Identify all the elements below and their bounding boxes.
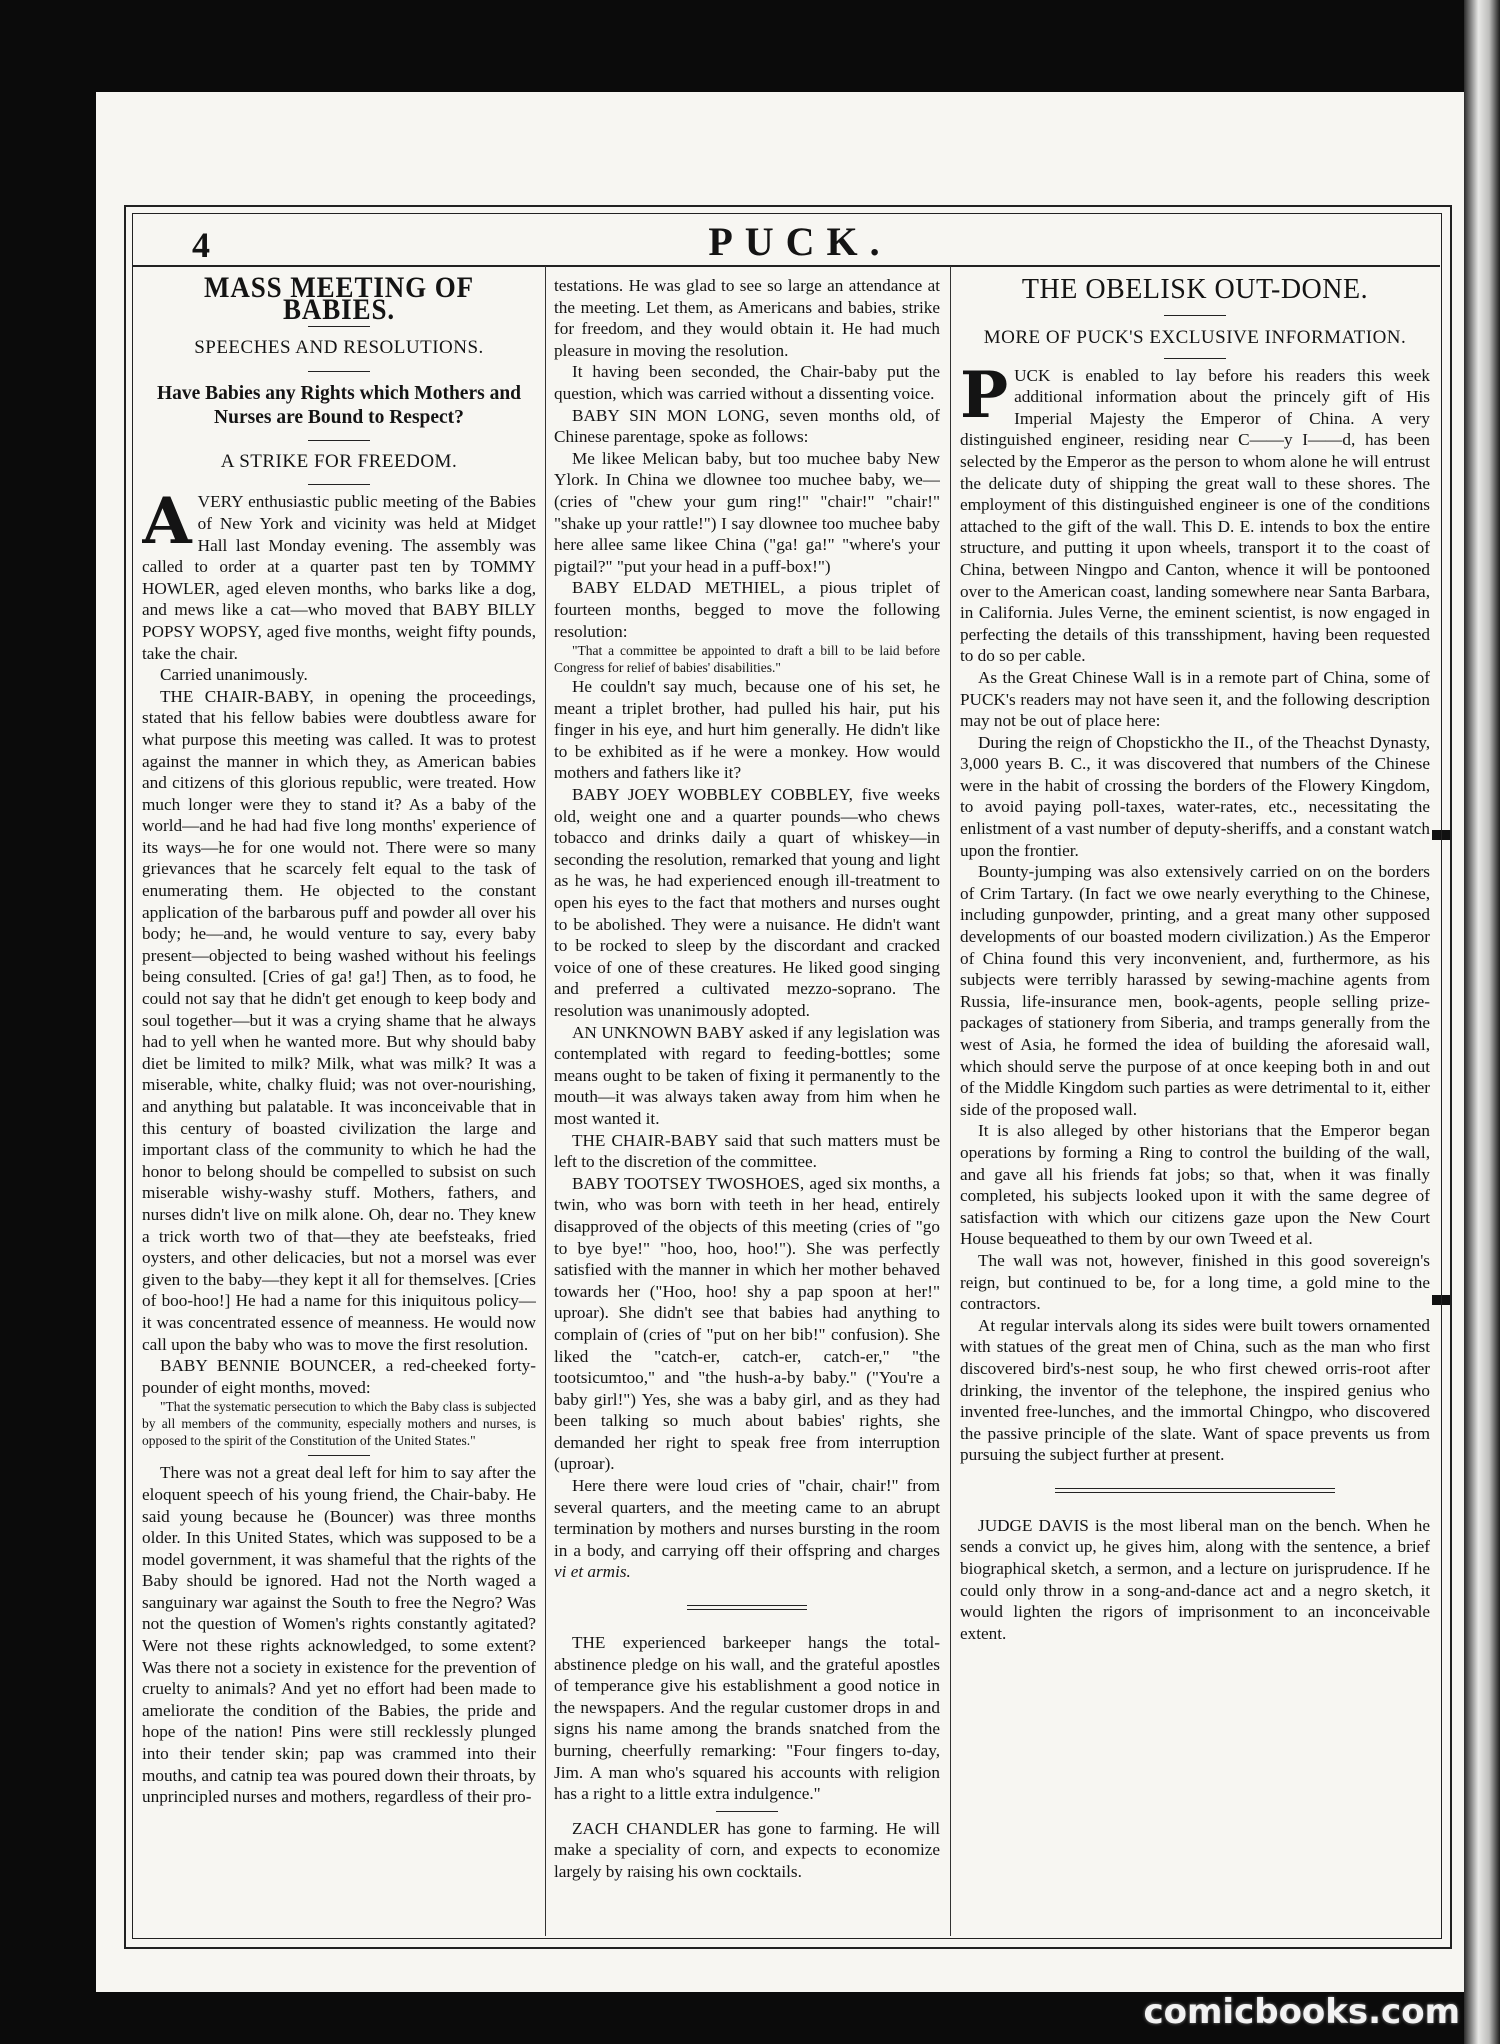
article-question: Have Babies any Rights which Mothers and Nurses are Bound to Respect? xyxy=(156,382,522,428)
drop-cap: P xyxy=(960,357,1009,433)
speaker-name: ZACH CHANDLER xyxy=(572,1818,720,1838)
short-rule xyxy=(716,1811,778,1812)
paragraph: As the Great Chinese Wall is in a remote part of China, some of PUCK's readers may not have seen it, and the following description may not be out of place here: xyxy=(960,667,1430,731)
speaker-name: THE CHAIR-BABY xyxy=(572,1130,719,1150)
column-2 xyxy=(554,275,940,1935)
book-spine-edge xyxy=(1464,0,1500,2044)
paragraph-text: a red-cheeked forty-pounder of eight months, moved: xyxy=(142,1356,536,1397)
short-rule xyxy=(308,484,370,485)
short-rule xyxy=(308,440,370,441)
resolution-quote: "That a committee be appointed to draft a bill to be laid before Congress for relief of babies' disabilities." xyxy=(554,643,940,676)
column-1 xyxy=(142,275,536,1935)
column-3 xyxy=(960,275,1430,1935)
paragraph: At regular intervals along its sides were built towers ornamented with statues of the great men of China, such as the man who first discovered bird's-nest soup, he who first chewed orris-root after drinking, the inventor of the telephone, the inspired genius who invented free-lunches, and the immortal Chingpo, who discovered the passive principle of the slate. Want of space prevents us from pursuing the subject further at present. xyxy=(960,1315,1430,1465)
paragraph: Carried unanimously. xyxy=(160,665,308,685)
paragraph-text: has gone to farming. He will make a speciality of corn, and expects to economize largely by raising his own cocktails. xyxy=(554,1818,940,1881)
speaker-name: BABY TOOTSEY TWOSHOES, xyxy=(572,1173,805,1193)
paragraph: He couldn't say much, because one of his set, he meant a triplet brother, had pulled his hair, put his finger in his eye, and hurt him generally. He didn't like to be exhibited as if he were a monkey. How would mothers and fathers like it? xyxy=(554,677,940,783)
paragraph: Me likee Melican baby, but too muchee baby New Ylork. In China we dlownee too muchee baby, we—(cries of "chew your gum ring!" "chair!" "chair!" "shake up your rattle!") I say dlownee too muchee baby here allee same likee China ("ga! ga!" "where's your pigtail?" "put your head in a puff-box!") xyxy=(554,448,940,576)
page-number: 4 xyxy=(192,225,210,265)
paragraph: During the reign of Chopstickho the II., of the Theachst Dynasty, 3,000 years B. C., it was discovered that numbers of the Chinese were in the habit of crossing the borders of the Flowery Kingdom, to avoid paying poll-taxes, water-rates, etc., necessitating the enlistment of a vast number of deputy-sheriffs, and a constant watch upon the frontier. xyxy=(960,732,1430,860)
paragraph: testations. He was glad to see so large an attendance at the meeting. Let them, as Americans and babies, strike for freedom, and they would obtain it. He had much pleasure in moving the resolution. xyxy=(554,276,940,360)
article-title: THE OBELISK OUT-DONE. xyxy=(1021,275,1369,305)
paragraph xyxy=(142,484,536,664)
speaker-name: BABY BENNIE BOUNCER, xyxy=(160,1356,377,1376)
masthead-title: PUCK. xyxy=(708,219,892,264)
paragraph: Bounty-jumping was also extensively carried on on the borders of Crim Tartary. (In fact we owe nearly everything to the Chinese, including gunpowder, printing, and a great many other supposed developments of our boasted modern civilization.) As the Emperor of China found this very inconvenient, and, furthermore, as his subjects were terribly harassed by sewing-machine agents from Russia, life-insurance men, book-agents, people selling prize-packages of stationery from Siberia, and tramps generally from the west of Asia, he formed the idea of building the aforesaid wall, which should serve the purpose of at once keeping both in and out of the Middle Kingdom such parties as were detrimental to it, either side of the proposed wall. xyxy=(960,862,1430,1119)
paragraph xyxy=(554,784,940,1022)
short-rule xyxy=(1164,315,1226,316)
column-divider xyxy=(545,266,546,1936)
paragraph xyxy=(554,1173,940,1475)
paragraph-text: said that such matters must be left to the discretion of the committee. xyxy=(554,1130,940,1172)
article-subtitle: SPEECHES AND RESOLUTIONS. xyxy=(194,337,484,359)
paragraph-text: five weeks old, weight one and a quarter pounds—who chews tobacco and drinks daily a quart of whiskey—in seconding the resolution, remarked that young and light as he was, he had experienced enough ill-treatment to open his eyes to the fact that mothers and nurses ought to be abolished. They were a nuisance. He didn't want to be rocked to sleep by the discordant and cracked voice of one of these creatures. He liked good singing and preferred a cultivated mezzo-soprano. The resolution was unanimously adopted. xyxy=(554,785,940,1020)
section-divider xyxy=(687,1605,807,1610)
paragraph xyxy=(554,1022,940,1130)
article-title: MASS MEETING OF BABIES. xyxy=(203,275,475,326)
paragraph-text: in opening the proceedings, stated that his fellow babies were doubtless aware for what purpose this meeting was called. It was to protest against the manner in which they, as American babies and citizens of this glorious republic, were treated. How much longer were they to stand it? As a baby of the world—and he had had five long months' experience of its ways—he for one would not. There were so many grievances that he scarcely felt equal to the task of enumerating them. He objected to the constant application of the barbarous puff and powder all over his body; he—and, he would venture to say, every baby present—objected to being washed without his feelings being consulted. [Cries of ga! ga!] Then, as to food, he could not say that he didn't get enough to keep body and soul together—but it was a crying shame that he always had to yell when he wanted more. But why should baby diet be limited to milk? Milk, what was milk? It was a miserable, white, chalky fluid; was not over-nourishing, and anything but palatable. It was inconceivable that in this century of boasted civilization the large and important class of the community to which he had the honor to belong should be compelled to subsist on such miserable wishy-washy stuff. Mothers, fathers, and nurses didn't live on milk alone. Oh, dear no. They knew a trick worth two of that—they ate beefsteaks, fried oysters, and other delicacies, but not a morsel was ever given to the baby—they kept it all for themselves. [Cries of boo-hoo!] He had a name for this iniquitous policy—it was concentrated essence of meanness. He would now call upon the baby who was to move the first resolution. xyxy=(142,686,536,1354)
paragraph xyxy=(142,1355,536,1398)
section-divider xyxy=(1055,1488,1335,1493)
paragraph-text: VERY enthusiastic public meeting of the Babies of New York and vicinity was held at Midget Hall last Monday evening. The assembly was called to order at a quarter past ten by TOMMY HOWLER, aged eleven months, who barks like a dog, and mews like a cat—who moved that BABY BILLY POPSY WOPSY, aged five months, weight fifty pounds, take the chair. xyxy=(142,492,536,663)
column-divider xyxy=(950,266,951,1936)
paragraph: It having been seconded, the Chair-baby put the question, which was carried without a dissenting voice. xyxy=(554,362,940,403)
paragraph xyxy=(554,1475,940,1583)
short-rule xyxy=(308,326,370,327)
site-watermark: comicbooks.com xyxy=(1143,1992,1460,2032)
speaker-name: JUDGE DAVIS xyxy=(978,1515,1089,1535)
paragraph-text: UCK is enabled to lay before his readers this week additional information about the princely gift of His Imperial Majesty the Emperor of China. A very distinguished engineer, residing near C——y I——d, has been selected by the Emperor as the person to whom alone he will entrust the delicate duty of shipping the great wall to these shores. The employment of this distinguished engineer is one of the conditions attached to the gift of the wall. This D. E. intends to box the entire structure, and putting it upon wheels, transport it to the coast of China, between Ningpo and Canton, whence it will be pontooned over to the American coast, landing somewhere near Santa Barbara, in California. Jules Verne, the eminent scientist, is now engaged in perfecting the details of this transshipment, having been requested to do so per cable. xyxy=(960,365,1430,666)
paragraph xyxy=(960,1515,1430,1645)
paragraph xyxy=(554,405,940,448)
paragraph xyxy=(142,686,536,1355)
paragraph: It is also alleged by other historians that the Emperor began operations by forming a Ring to control the building of the wall, and gave all his friends fat jobs; so that, when it was finally completed, his subjects looked upon it with the same degree of satisfaction with which our citizens gaze upon the New Court House bequeathed to them by our own Tweed et al. xyxy=(960,1121,1430,1249)
paragraph-text: Here there were loud cries of "chair, chair!" from several quarters, and the meeting came to an abrupt termination by mothers and nurses bursting in the room in a body, and carrying off their offspring and charges xyxy=(554,1476,940,1560)
short-rule xyxy=(308,371,370,372)
paragraph xyxy=(554,577,940,642)
speaker-name: AN UNKNOWN BABY xyxy=(572,1022,745,1042)
resolution-quote: "That the systematic persecution to which the Baby class is subjected by all members of the community, especially mothers and nurses, is opposed to the spirit of the Constitution of the United States." xyxy=(142,1399,536,1449)
paragraph-text: asked if any legislation was contemplated with regard to feeding-bottles; some means ought to be taken of fixing it permanently to the mouth—it was always taken away from him when he most wanted it. xyxy=(554,1022,940,1128)
speaker-name: BABY SIN MON LONG, xyxy=(572,405,770,425)
short-rule xyxy=(308,1455,370,1456)
section-heading: A STRIKE FOR FREEDOM. xyxy=(220,450,458,472)
paragraph-text: seven months old, of Chinese parentage, spoke as follows: xyxy=(554,405,940,447)
speaker-name: BABY ELDAD METHIEL, xyxy=(572,578,785,598)
paragraph: The wall was not, however, finished in this good sovereign's reign, but continued to be, for a long time, a gold mine to the contractors. xyxy=(960,1250,1430,1314)
paragraph: There was not a great deal left for him to say after the eloquent speech of his young friend, the Chair-baby. He said young because he (Bouncer) was three months older. In this United States, which was supposed to be a model government, it was shameful that the rights of the Baby should be ignored. Had not the North waged a sanguinary war against the South to free the Negro? Was not the question of Women's rights constantly agitated? Were not these rights acknowledged, to some extent? Was there not a society in existence for the prevention of cruelty to animals? And yet no effort had been made to ameliorate the condition of the Babies, the pride and hope of the nation! Pins were still recklessly plunged into their tender skin; pap was crammed into their mouths, and catnip tea was poured down their throats, by unprincipled nurses and mothers, regardless of their pro- xyxy=(142,1463,536,1807)
paragraph xyxy=(554,1130,940,1173)
paragraph-text: aged six months, a twin, who was born with teeth in her head, entirely disapproved of the objects of this meeting (cries of "go to bye bye!" "hoo, hoo, hoo!"). She was perfectly satisfied with the manner in which her mother behaved towards her ("Hoo, hoo! shy a pap spoon at her!" uproar). She didn't see that babies had anything to complain of (cries of "put on her bib!" confusion). She liked the "catch-er, catch-er, catch-er," "the tootsicumtoo," and "the hush-a-by baby." ("You're a baby girl!") Yes, she was a baby girl, and as they had been talking so much about babies' rights, she demanded her right to speak free from interruption (uproar). xyxy=(554,1173,940,1474)
paragraph: THE experienced barkeeper hangs the total-abstinence pledge on his wall, and the grateful apostles of temperance give his establishment a good notice in the newspapers. And the regular customer drops in and signs his name among the brands snatched from the burning, cheerfully remarking: "Four fingers to-day, Jim. A man who's squared his accounts with religion has a right to a little extra indulgence." xyxy=(554,1633,940,1804)
drop-cap: A xyxy=(142,484,192,560)
speaker-name: THE CHAIR-BABY, xyxy=(160,686,314,706)
paragraph-text: a pious triplet of fourteen months, begged to move the following resolution: xyxy=(554,578,940,641)
speaker-name: BABY JOEY WOBBLEY COBBLEY, xyxy=(572,785,853,805)
article-subtitle: MORE OF PUCK'S EXCLUSIVE INFORMATION. xyxy=(983,326,1407,348)
latin-phrase: vi et armis. xyxy=(554,1562,631,1582)
paragraph xyxy=(554,1818,940,1883)
short-rule xyxy=(1164,358,1226,359)
header-rule xyxy=(132,265,1440,267)
paragraph xyxy=(960,357,1430,667)
paragraph-text: is the most liberal man on the bench. When he sends a convict up, he gives him, along with the sentence, a brief biographical sketch, a sermon, and a lecture on jurisprudence. If he could only throw in a song-and-dance act and a negro sketch, it would lighten the rigors of imprisonment to an inconceivable extent. xyxy=(960,1515,1430,1643)
